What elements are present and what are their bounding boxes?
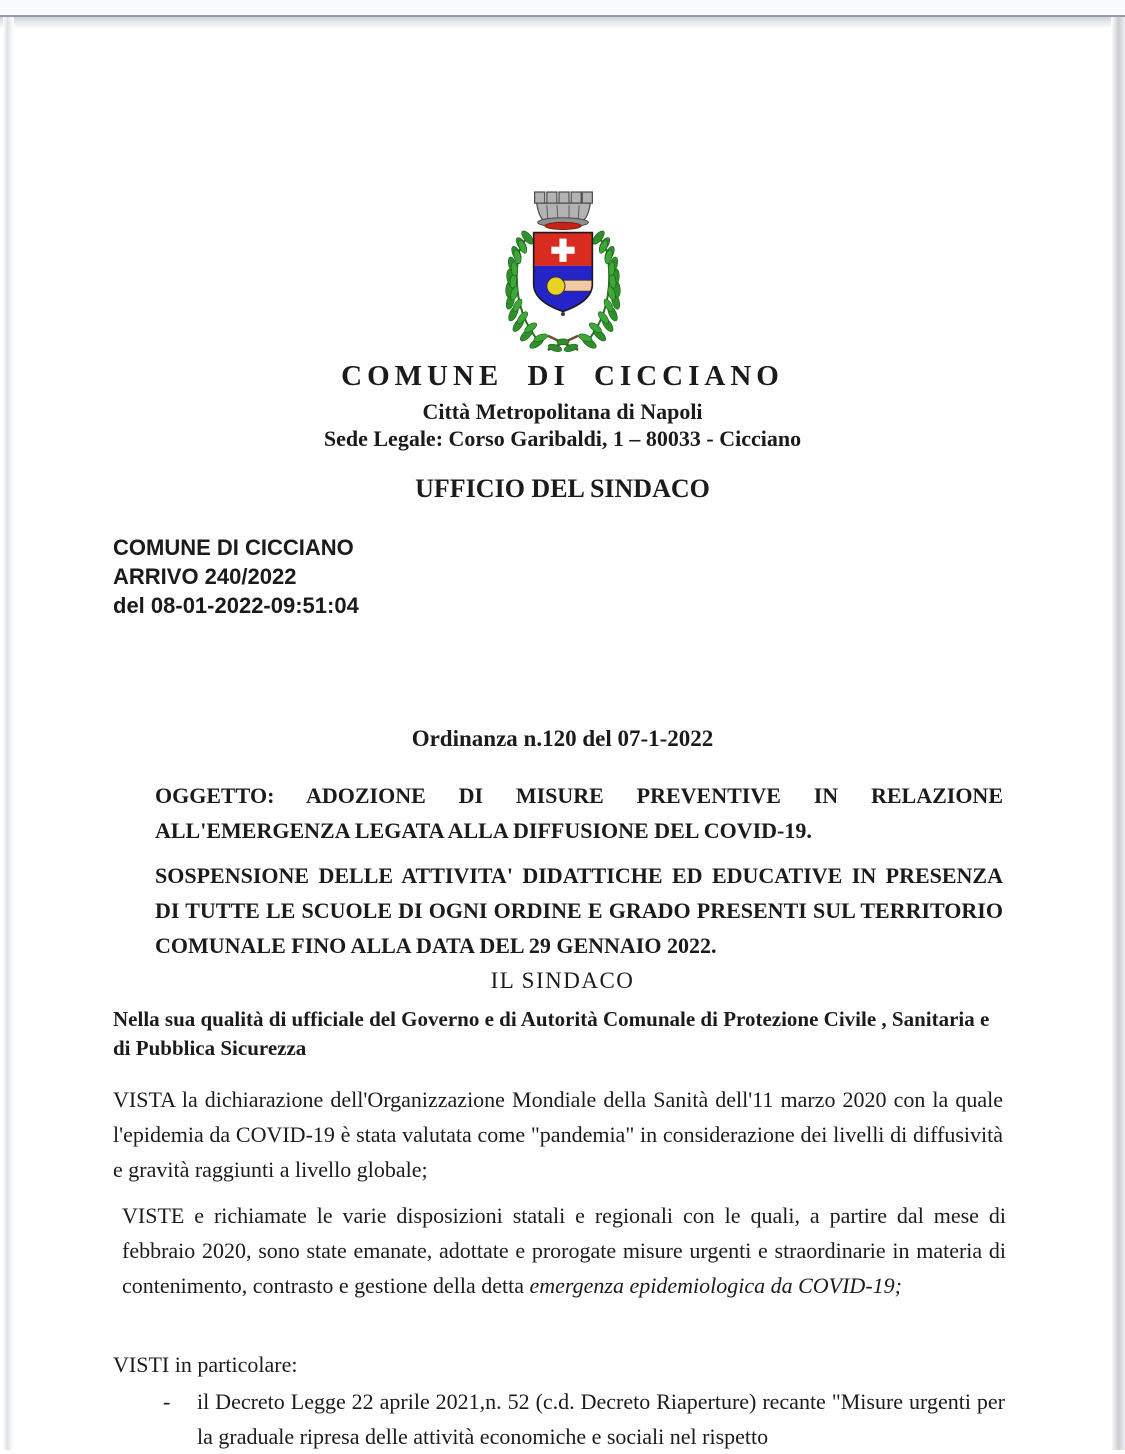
mural-crown <box>534 192 592 230</box>
visti-label: VISTI in particolare: <box>113 1352 298 1377</box>
sede-legale: Sede Legale: Corso Garibaldi, 1 – 80033 - Cicciano <box>323 426 802 451</box>
oggetto-section <box>155 778 1003 973</box>
oggetto-par2: SOSPENSIONE DELLE ATTIVITA' DIDATTICHE ED EDUCATIVE IN PRESENZA DI TUTTE LE SCUOLE DI OGNI ORDINE E GRADO PRESENTI SUL TERRITORIO COMUNALE FINO ALLA DATA DEL 29 GENNAIO 2022. <box>155 863 1003 958</box>
ordinanza-title: Ordinanza n.120 del 07-1-2022 <box>411 726 714 751</box>
shield <box>533 233 593 317</box>
page-right-edge <box>1111 17 1125 1450</box>
ufficio-del-sindaco: UFFICIO DEL SINDACO <box>415 474 710 503</box>
qualita-paragraph: Nella sua qualità di ufficiale del Governo e di Autorità Comunale di Protezione Civile , Sanitaria e di Pubblica Sicurezza <box>113 1007 990 1060</box>
oggetto-par1: OGGETTO: ADOZIONE DI MISURE PREVENTIVE IN RELAZIONE ALL'EMERGENZA LEGATA ALLA DIFFUSIONE DEL COVID-19. <box>155 783 1003 843</box>
list-item-text: il Decreto Legge 22 aprile 2021,n. 52 (c.d. Decreto Riaperture) recante "Misure urgenti per la graduale ripresa delle attività economiche e sociali nel rispetto <box>197 1389 1005 1449</box>
page-top-edge-shadow <box>0 17 1125 29</box>
protocol-arrivo: ARRIVO 240/2022 <box>113 564 297 589</box>
coat-of-arms-container <box>0 190 1125 361</box>
viste-text: VISTE e richiamate le varie disposizioni statali e regionali con le quali, a partire dal mese di febbraio 2020, sono state emanate, adottate e prorogate misure urgenti e straordinarie in materia di contenimento, contrasto e gestione della detta <box>122 1203 1006 1298</box>
viste-paragraph <box>122 1198 1006 1303</box>
visti-list-item <box>163 1384 1005 1454</box>
protocol-data: del 08-01-2022-09:51:04 <box>113 593 359 618</box>
il-sindaco-heading: IL SINDACO <box>490 968 635 993</box>
list-item-dash: - <box>163 1389 171 1414</box>
viewer-top-bar <box>0 0 1125 17</box>
citta-metropolitana: Città Metropolitana di Napoli <box>422 399 703 424</box>
protocol-comune: COMUNE DI CICCIANO <box>113 535 354 560</box>
vista-paragraph: VISTA la dichiarazione dell'Organizzazione Mondiale della Sanità dell'11 marzo 2020 con la quale l'epidemia da COVID-19 è stata valutata come "pandemia" in considerazione dei livelli di diffusività e gravità raggiunti a livello globale; <box>113 1087 1003 1182</box>
viste-italic-text: emergenza epidemiologica da COVID-19; <box>529 1273 902 1298</box>
page-left-edge <box>3 17 14 1450</box>
protocol-stamp <box>113 533 359 620</box>
cicciano-coat-of-arms-icon <box>502 190 624 356</box>
comune-title: COMUNE DI CICCIANO <box>341 360 784 392</box>
